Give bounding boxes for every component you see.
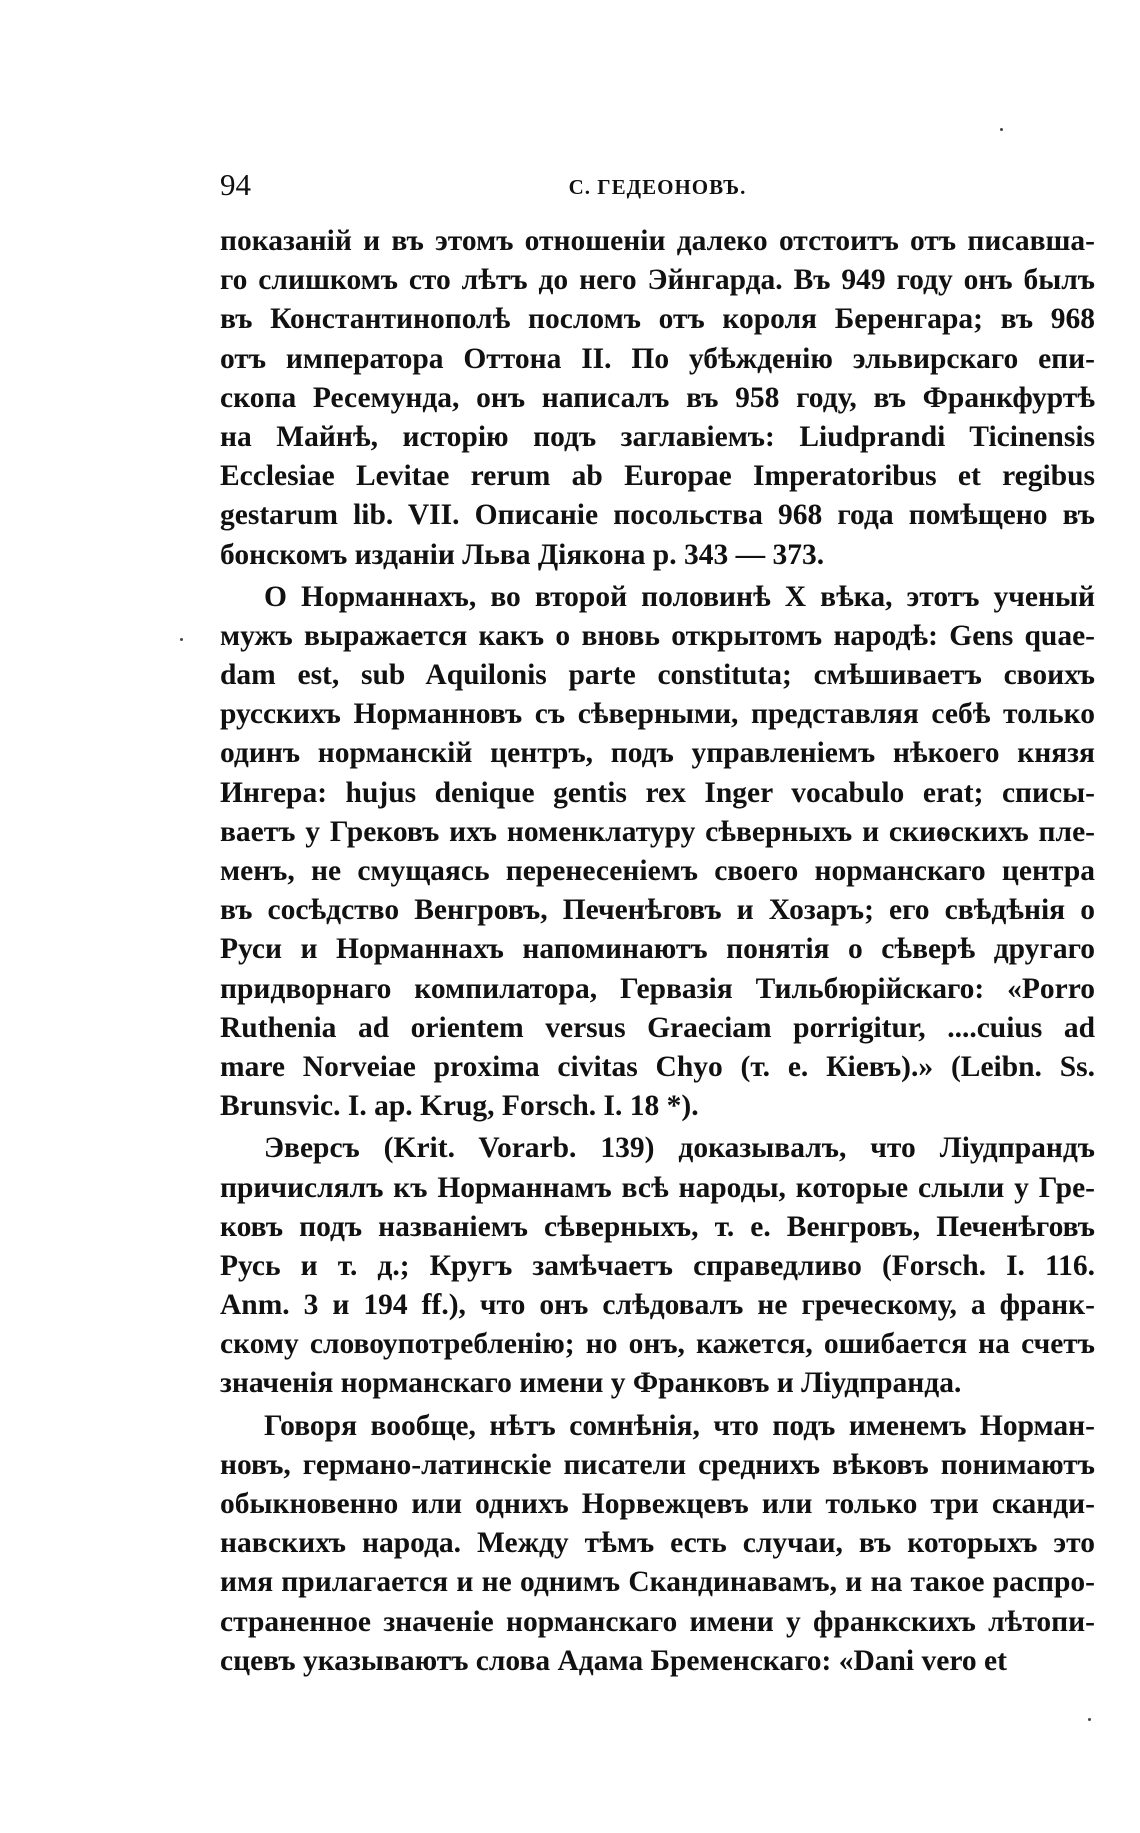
text-line: Руси и Норманнахъ напоминаютъ понятія о сѣверѣ другаго — [220, 933, 1095, 966]
print-speck — [1088, 1718, 1091, 1721]
text-line: одинъ норманскій центръ, подъ управленіемъ нѣкоего князя — [220, 737, 1095, 770]
text-line: Говоря вообще, нѣтъ сомнѣнія, что подъ именемъ Норман- — [264, 1409, 1095, 1442]
text-line: dam est, sub Aquilonis parte constituta; смѣшиваетъ своихъ — [220, 659, 1095, 692]
text-line: сцевъ указываютъ слова Адама Бременскаго: «Dani vero et — [220, 1644, 1007, 1677]
text-line: отъ императора Оттона II. По убѣжденію эльвирскаго епи- — [220, 342, 1095, 375]
text-line: Русь и т. д.; Кругъ замѣчаетъ справедливо (Forsch. I. 116. — [220, 1249, 1095, 1282]
text-line: въ Константинополѣ посломъ отъ короля Беренгара; въ 968 — [220, 303, 1095, 336]
text-line: Ингера: hujus denique gentis rex Inger vocabulo erat; списы- — [220, 776, 1095, 809]
text-line: русскихъ Норманновъ съ сѣверными, представляя себѣ только — [220, 698, 1095, 731]
print-speck — [180, 638, 183, 641]
text-line: Эверсъ (Krit. Vorarb. 139) доказывалъ, что Ліудпрандъ — [264, 1132, 1095, 1165]
paragraph — [220, 578, 1095, 1127]
text-line: страненное значеніе норманскаго имени у франкскихъ лѣтопи- — [220, 1605, 1095, 1638]
text-line: причислялъ къ Норманнамъ всѣ народы, которые слыли у Гре- — [220, 1171, 1095, 1204]
text-line: имя прилагается и не однимъ Скандинавамъ, и на такое распро- — [220, 1566, 1095, 1599]
text-line: скопа Ресемунда, онъ написалъ въ 958 году, въ Франкфуртѣ — [220, 381, 1095, 414]
text-line: gestarum lib. VII. Описаніе посольства 968 года помѣщено въ — [220, 499, 1095, 532]
text-line: бонскомъ изданіи Льва Діякона р. 343 — 373. — [220, 538, 825, 571]
body-text — [220, 222, 1095, 1681]
text-line: показаній и въ этомъ отношеніи далеко отстоитъ отъ писавша- — [220, 225, 1095, 257]
text-line: О Норманнахъ, во второй половинѣ X вѣка, этотъ ученый — [264, 580, 1095, 613]
print-speck — [1000, 128, 1003, 131]
text-line: Anm. 3 и 194 ff.), что онъ слѣдовалъ не греческому, а франк- — [220, 1289, 1095, 1322]
text-line: мужъ выражается какъ о вновь открытомъ народѣ: Gens quae- — [220, 619, 1095, 652]
text-line: ковъ подъ названіемъ сѣверныхъ, т. е. Венгровъ, Печенѣговъ — [220, 1210, 1095, 1243]
text-line: Brunsvic. I. ap. Krug, Forsch. I. 18 *). — [220, 1090, 699, 1123]
text-line: на Майнѣ, исторію подъ заглавіемъ: Liudprandi Ticinensis — [220, 420, 1095, 453]
text-line: новъ, германо-латинскіе писатели среднихъ вѣковъ понимаютъ — [220, 1448, 1095, 1481]
page-header — [220, 165, 1095, 205]
text-line: менъ, не смущаясь перенесеніемъ своего норманскаго центра — [220, 855, 1095, 887]
text-line: навскихъ народа. Между тѣмъ есть случаи, въ которыхъ это — [220, 1527, 1095, 1560]
text-line: значенія норманскаго имени у Франковъ и Ліудпранда. — [220, 1367, 962, 1400]
text-line: Ruthenia ad orientem versus Graeciam porrigitur, ....cuius ad — [220, 1011, 1095, 1044]
text-line: въ сосѣдство Венгровъ, Печенѣговъ и Хозаръ; его свѣдѣнія о — [220, 894, 1095, 927]
paragraph — [220, 1129, 1095, 1403]
paragraph — [220, 222, 1095, 575]
text-line: Ecclesiae Levitae rerum ab Europae Imperatoribus et regibus — [220, 460, 1095, 493]
text-line: скому словоупотребленію; но онъ, кажется, ошибается на счетъ — [220, 1328, 1095, 1361]
page-number: 94 — [220, 167, 251, 202]
text-line: придворнаго компилатора, Гервазія Тильбюрійскаго: «Porro — [220, 972, 1095, 1005]
text-line: го слишкомъ сто лѣтъ до него Эйнгарда. Въ 949 году онъ былъ — [220, 264, 1095, 297]
text-line: mare Norveiae proxima civitas Chyo (т. е. Кіевъ).» (Leibn. Ss. — [220, 1050, 1095, 1083]
text-line: ваетъ у Грековъ ихъ номенклатуру сѣверныхъ и скиѳскихъ пле- — [220, 815, 1095, 848]
text-line: обыкновенно или однихъ Норвежцевъ или только три сканди- — [220, 1488, 1095, 1520]
paragraph — [220, 1407, 1095, 1681]
running-title: С. ГЕДЕОНОВЪ. — [568, 175, 747, 199]
